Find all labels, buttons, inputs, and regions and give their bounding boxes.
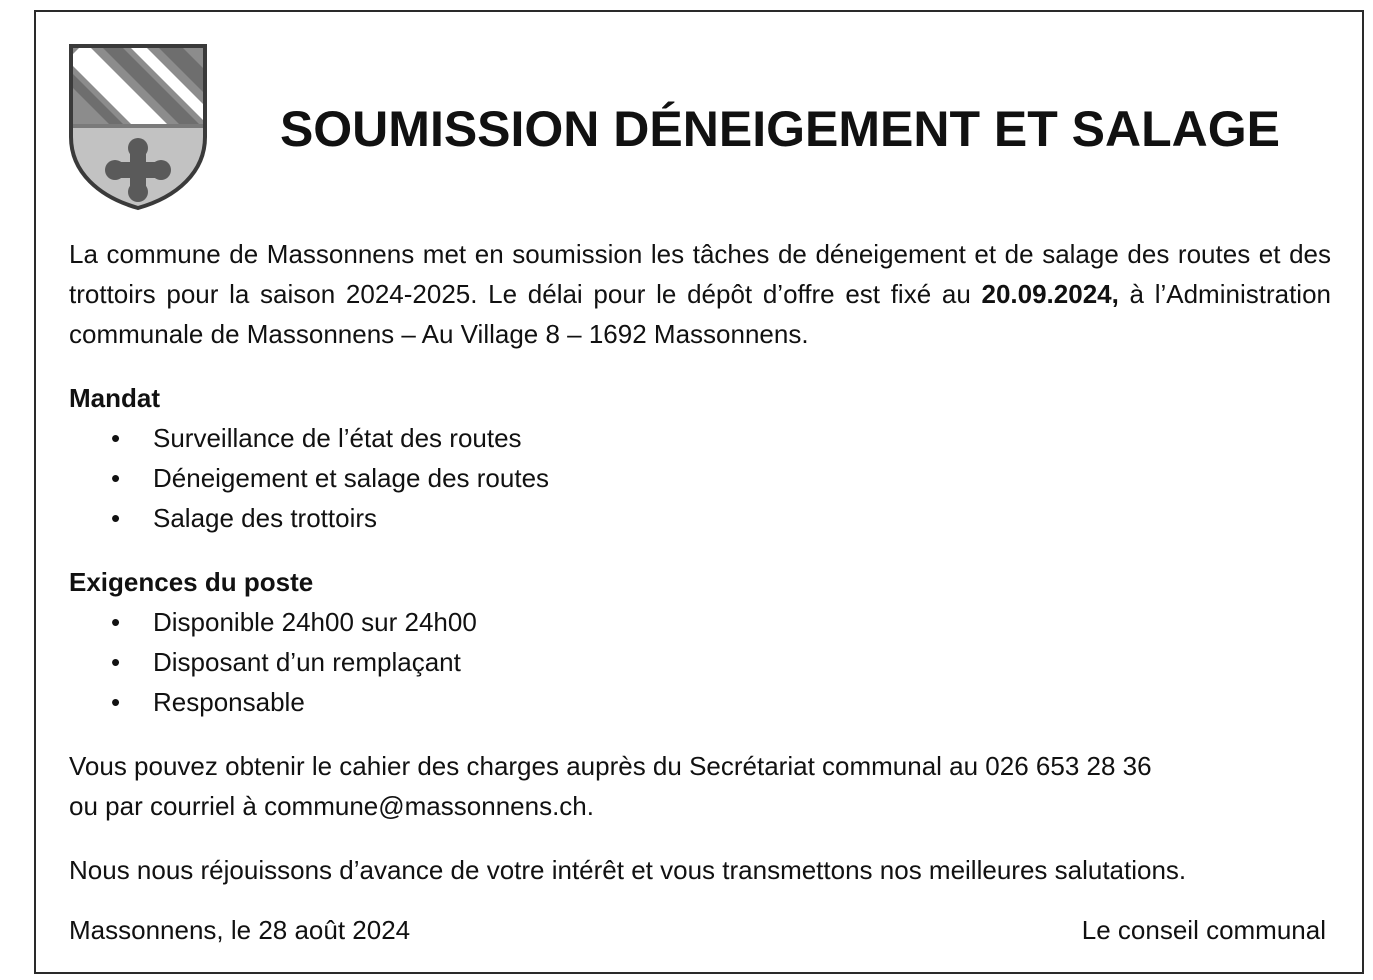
bullet-icon: •	[111, 607, 121, 637]
list-item	[69, 642, 1331, 682]
notice-body	[69, 234, 1331, 890]
mandat-heading: Mandat	[69, 383, 160, 413]
list-item	[69, 602, 1331, 642]
bullet-icon: •	[111, 463, 121, 493]
exigences-heading: Exigences du poste	[69, 567, 314, 597]
exigences-list	[69, 602, 1331, 722]
list-item-text: Disponible 24h00 sur 24h00	[153, 607, 477, 637]
list-item-text: Disposant d’un remplaçant	[153, 647, 461, 677]
intro-text-1: La commune de Massonnens met en soumission les tâches de déneigement et de salage des routes et des trottoirs pour la saison 2024-2025. Le délai pour le dépôt d’offre est fixé au	[69, 239, 1331, 309]
list-item-text: Responsable	[153, 687, 305, 717]
bullet-icon: •	[111, 687, 121, 717]
contact-line-2: ou par courriel à commune@massonnens.ch.	[69, 791, 594, 821]
list-item	[69, 458, 1331, 498]
place-date: Massonnens, le 28 août 2024	[69, 915, 411, 945]
page-title: SOUMISSION DÉNEIGEMENT ET SALAGE	[279, 101, 1281, 157]
list-item-text: Surveillance de l’état des routes	[153, 423, 522, 453]
list-item	[69, 498, 1331, 538]
deadline-date: 20.09.2024,	[981, 279, 1119, 309]
intro-text-2: à l’Administration communale de Massonnens – Au Village 8 – 1692 Massonnens.	[69, 279, 1331, 349]
bullet-icon: •	[111, 503, 121, 533]
footer	[69, 910, 1326, 950]
bullet-icon: •	[111, 423, 121, 453]
bullet-icon: •	[111, 647, 121, 677]
closing-paragraph: Nous nous réjouissons d’avance de votre intérêt et vous transmettons nos meilleures salutations.	[69, 855, 1187, 885]
crest-shield-icon	[67, 42, 209, 212]
list-item-text: Salage des trottoirs	[153, 503, 378, 533]
list-item	[69, 418, 1331, 458]
signature: Le conseil communal	[1081, 915, 1326, 945]
intro-paragraph	[69, 234, 1331, 354]
contact-paragraph	[69, 746, 1331, 826]
mandat-list	[69, 418, 1331, 538]
list-item	[69, 682, 1331, 722]
list-item-text: Déneigement et salage des routes	[153, 463, 550, 493]
contact-line-1: Vous pouvez obtenir le cahier des charges auprès du Secrétariat communal au 026 653 28 36	[69, 751, 1152, 781]
